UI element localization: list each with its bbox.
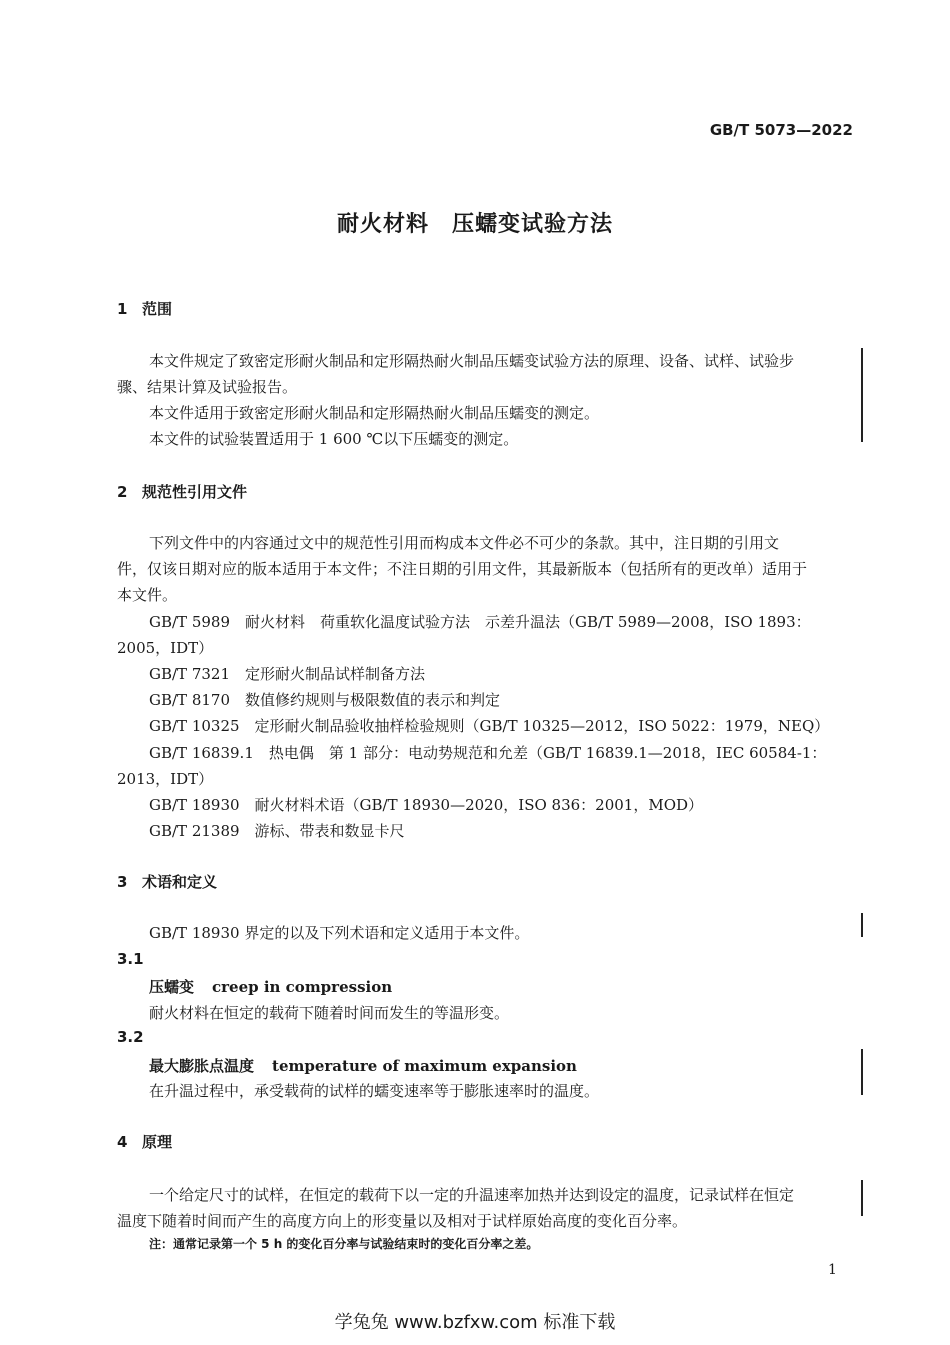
paragraph-continued: 本文件。 xyxy=(117,586,178,604)
reference-item: GB/T 16839.1 热电偶 第 1 部分：电动势规范和允差（GB/T 16839.1—2018，IEC 60584-1： xyxy=(149,744,827,762)
section-title: 术语和定义 xyxy=(142,873,218,891)
term-heading xyxy=(149,1055,577,1076)
paragraph-continued: 件，仅该日期对应的版本适用于本文件；不注日期的引用文件，其最新版本（包括所有的更改单）适用于 xyxy=(117,560,808,578)
section-number: 3 xyxy=(117,873,128,891)
paragraph: GB/T 18930 界定的以及下列术语和定义适用于本文件。 xyxy=(149,924,530,942)
section-3-heading xyxy=(117,871,217,892)
term-chinese: 压蠕变 xyxy=(149,978,195,996)
section-title: 范围 xyxy=(142,300,173,318)
paragraph: 本文件适用于致密定形耐火制品和定形隔热耐火制品压蠕变的测定。 xyxy=(149,404,600,422)
section-4-heading xyxy=(117,1131,172,1152)
paragraph: 本文件规定了致密定形耐火制品和定形隔热耐火制品压蠕变试验方法的原理、设备、试样、试验步 xyxy=(149,352,795,370)
section-2-heading xyxy=(117,481,247,502)
section-title: 规范性引用文件 xyxy=(142,483,248,501)
reference-item: GB/T 8170 数值修约规则与极限数值的表示和判定 xyxy=(149,691,501,709)
section-1-heading xyxy=(117,298,172,319)
reference-item: GB/T 18930 耐火材料术语（GB/T 18930—2020，ISO 836：2001，MOD） xyxy=(149,796,704,814)
document-code: GB/T 5073—2022 xyxy=(709,121,853,139)
paragraph: 本文件的试验装置适用于 1 600 ℃以下压蠕变的测定。 xyxy=(149,430,519,448)
reference-item-continued: 2005，IDT） xyxy=(117,639,214,657)
term-english: creep in compression xyxy=(212,978,393,996)
section-number: 2 xyxy=(117,483,128,501)
paragraph: 一个给定尺寸的试样，在恒定的载荷下以一定的升温速率加热并达到设定的温度，记录试样在恒定 xyxy=(149,1186,795,1204)
document-title: 耐火材料 压蠕变试验方法 xyxy=(336,212,613,237)
term-english: temperature of maximum expansion xyxy=(272,1057,577,1075)
paragraph-continued: 骤、结果计算及试验报告。 xyxy=(117,378,298,396)
page-number: 1 xyxy=(828,1262,837,1278)
change-bar xyxy=(861,913,863,937)
section-number: 1 xyxy=(117,300,128,318)
reference-item: GB/T 7321 定形耐火制品试样制备方法 xyxy=(149,665,426,683)
paragraph: 下列文件中的内容通过文中的规范性引用而构成本文件必不可少的条款。其中，注日期的引用文 xyxy=(149,534,780,552)
term-definition: 耐火材料在恒定的载荷下随着时间而发生的等温形变。 xyxy=(149,1004,510,1022)
footer-watermark: 学兔兔 www.bzfxw.com 标准下载 xyxy=(334,1312,616,1333)
reference-item: GB/T 10325 定形耐火制品验收抽样检验规则（GB/T 10325—2012，ISO 5022：1979，NEQ） xyxy=(149,717,830,735)
section-number: 4 xyxy=(117,1133,128,1151)
term-number: 3.1 xyxy=(117,950,144,968)
note: 注：通常记录第一个 5 h 的变化百分率与试验结束时的变化百分率之差。 xyxy=(149,1237,539,1251)
reference-item-continued: 2013，IDT） xyxy=(117,770,214,788)
reference-item: GB/T 5989 耐火材料 荷重软化温度试验方法 示差升温法（GB/T 5989—2008，ISO 1893： xyxy=(149,613,811,631)
reference-item: GB/T 21389 游标、带表和数显卡尺 xyxy=(149,822,405,840)
paragraph-continued: 温度下随着时间而产生的高度方向上的形变量以及相对于试样原始高度的变化百分率。 xyxy=(117,1212,688,1230)
term-number: 3.2 xyxy=(117,1028,144,1046)
term-definition: 在升温过程中，承受载荷的试样的蠕变速率等于膨胀速率时的温度。 xyxy=(149,1082,600,1100)
change-bar xyxy=(861,1049,863,1095)
change-bar xyxy=(861,1180,863,1216)
term-heading xyxy=(149,976,392,997)
term-chinese: 最大膨胀点温度 xyxy=(149,1057,255,1075)
section-title: 原理 xyxy=(142,1133,173,1151)
change-bar xyxy=(861,348,863,442)
